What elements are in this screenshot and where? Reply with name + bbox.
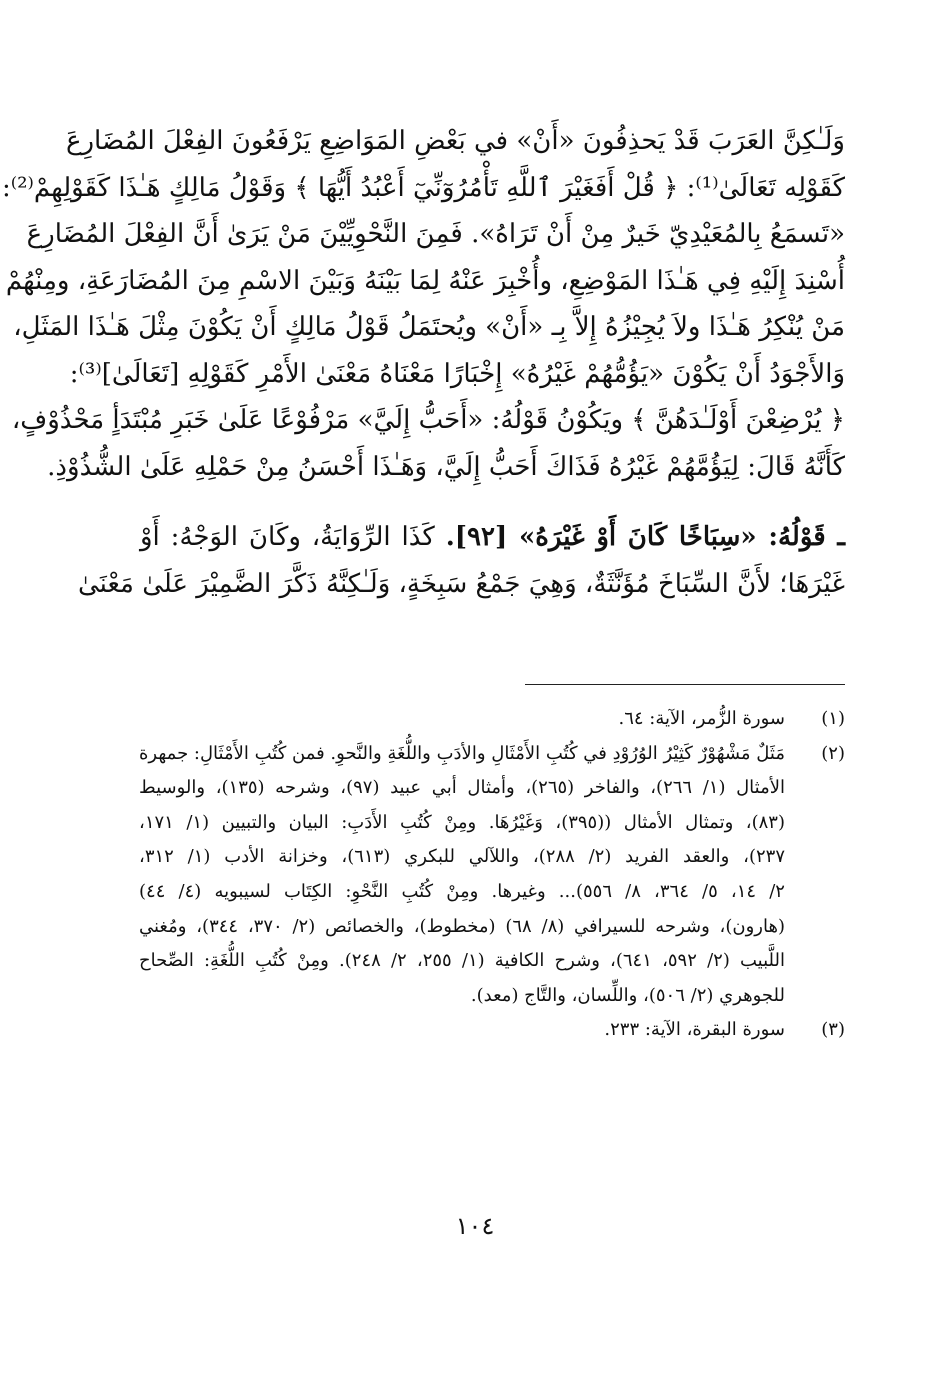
footnote-line: ٢٣٧)، والعقد الفريد (٢/ ٢٨٨)، واللآلي للبكري (٦١٣)، وخزانة الأدب (١/ ٣١٢، <box>139 846 786 868</box>
page-number: ١٠٤ <box>455 1212 495 1240</box>
footnote-line: (٨٣)، وتمثال الأمثال ((٣٩٥)، وَغَيْرُهَا. ومِنْ كُتُبِ الأَدَبِ: البيان والتبيين (١/ ١٧١، <box>139 811 785 833</box>
footnote-3 <box>140 1013 845 1048</box>
footnote-number: (١) <box>821 708 845 729</box>
footnote-line: الأمثال (١/ ٢٦٦)، والفاخر (٢٦٥)، وأمثال أبي عبيد (٩٧)، وشرحه (١٣٥)، والوسيط <box>139 777 785 799</box>
footnote-line: ٢/ ١٤، ٥/ ٣٦٤، ٨/ ٥٥٦)... وغيرها. ومِنْ كُتُبِ النَّحْوِ: الكِتَاب لسيبويه (٤/ ٤٤) <box>139 880 785 902</box>
paragraph-2 <box>77 514 845 607</box>
footnote-1 <box>140 702 845 737</box>
footnote-number: (٣) <box>821 1019 845 1041</box>
footnote-line: (هارون)، وشرحه للسيرافي (٨/ ٦٨) (مخطوط)، والخصائص (٢/ ٣٧٠، ٣٤٤)، ومُغني <box>139 915 785 937</box>
footnote-2 <box>140 737 845 1014</box>
footnote-body <box>140 1013 785 1048</box>
text-line: «تَسمَعُ بِالمُعَيْدِيّ خَيرٌ مِنْ أَنْ تَرَاهُ». فَمِنَ النَّحْوِيِّيْنَ مَنْ يَرَىٰ أَنَّ الفِعْلَ المُضَارِعَ <box>26 219 845 249</box>
footnote-body <box>139 737 785 1014</box>
footnote-number: (٢) <box>821 742 845 764</box>
footnotes <box>140 702 845 1048</box>
footnote-separator <box>525 684 845 685</box>
text-line: أُسْنِدَ إِلَيْهِ فِي هَـٰذَا المَوْضِعِ، وأُخْبِرَ عَنْهُ لِمَا بَيْنَهُ وَبَيْنَ الاسْمِ مِنَ المُضَارَعَةِ، ومِنْهُمْ <box>5 265 845 296</box>
quoted-heading: ـ قَوْلُهُ: «سِبَاخًا كَانَ أَوْ غَيْرَهُ» [٩٢]. <box>445 522 845 552</box>
footnote-line: سورة الزُّمر، الآية: ٦٤. <box>618 708 785 729</box>
text-run: كَذَا الرِّوَايَةُ، وكَانَ الوَجْهُ: أَوْ <box>140 522 435 552</box>
footnote-body <box>140 702 785 737</box>
text-line: كَأَنَّهُ قَالَ: لِيَؤُمَّهُمْ غَيْرُهُ فَذَاكَ أَحَبُّ إِلَيَّ، وَهَـٰذَا أَحْسَنُ مِنْ حَمْلِهِ عَلَىٰ الشُّذُوْذِ. <box>47 451 845 482</box>
main-text <box>1 118 845 607</box>
paragraph-1 <box>1 118 845 490</box>
text-line: مَنْ يُنْكِرُ هَـٰذَا ولاَ يُجِيْزُهُ إِلاَّ بِـ «أَنْ» ويُحتَمَلُ قَوْلُ مَالِكٍ أَنْ يَكُوْنَ مِثْلَ هَـٰذَا المَثَلِ، <box>13 312 845 342</box>
text-line: ﴿ يُرْضِعْنَ أَوْلَـٰدَهُنَّ ﴾ ويَكُوْنُ قَوْلُهُ: «أَحَبُّ إِلَيَّ» مَرْفُوْعًا عَلَىٰ خَبَرِ مُبْتَدَأٍ مَحْذُوْفٍ، <box>11 405 845 435</box>
text-line: وَالأَجْوَدُ أَنْ يَكُوْنَ «يَؤُمُّهُمْ غَيْرُهُ» إِخْبَارًا مَعْنَاهُ مَعْنَىٰ الأَمْرِ كَقَوْلِهِ [تَعَالَىٰ]⁽³⁾: <box>69 358 845 389</box>
text-line: غَيْرَهَا؛ لأَنَّ السِّبَاخَ مُؤَنَّثَةٌ، وَهِيَ جَمْعُ سَبِخَةٍ، وَلَـٰكِنَّهُ ذَكَّرَ الضَّمِيْرَ عَلَىٰ مَعْنَىٰ <box>77 568 845 599</box>
footnote-line: للجوهري (٢/ ٥٠٦)، واللِّسان، والتَّاج (معد). <box>470 984 785 1006</box>
text-line-lead <box>140 514 845 561</box>
footnote-line: اللَّبيب (٢/ ٥٩٢، ٦٤١)، وشرح الكافية (١/ ٢٥٥، ٢/ ٢٤٨). ومِنْ كُتُبِ اللُّغَةِ: الصِّحاح <box>139 950 785 972</box>
text-line: كَقَوْلِه تَعَالَىٰ⁽¹⁾: ﴿ قُلْ أَفَغَيْرَ ٱللَّهِ تَأْمُرُوٓنِّيٓ أَعْبُدُ أَيُّهَا ﴾ وَقَوْلُ مَالِكٍ هَـٰذَا كَقَوْلِهِمْ⁽²⁾: <box>1 172 845 203</box>
footnote-line: سورة البقرة، الآية: ٢٣٣. <box>604 1019 785 1041</box>
text-line: وَلَـٰكِنَّ العَرَبَ قَدْ يَحذِفُونَ «أَنْ» في بَعْضِ المَوَاضِعِ يَرْفَعُونَ الفِعْلَ المُضَارِعَ <box>65 126 845 156</box>
footnote-line: مَثَلٌ مَشْهُوْرٌ كَثِيْرُ الوُرُوْدِ في كُتُبِ الأَمْثَالِ والأدَبِ واللُّغَةِ والنَّحوِ. فمن كُتُبِ الأَمْثَالِ: جمهرة <box>139 742 785 764</box>
